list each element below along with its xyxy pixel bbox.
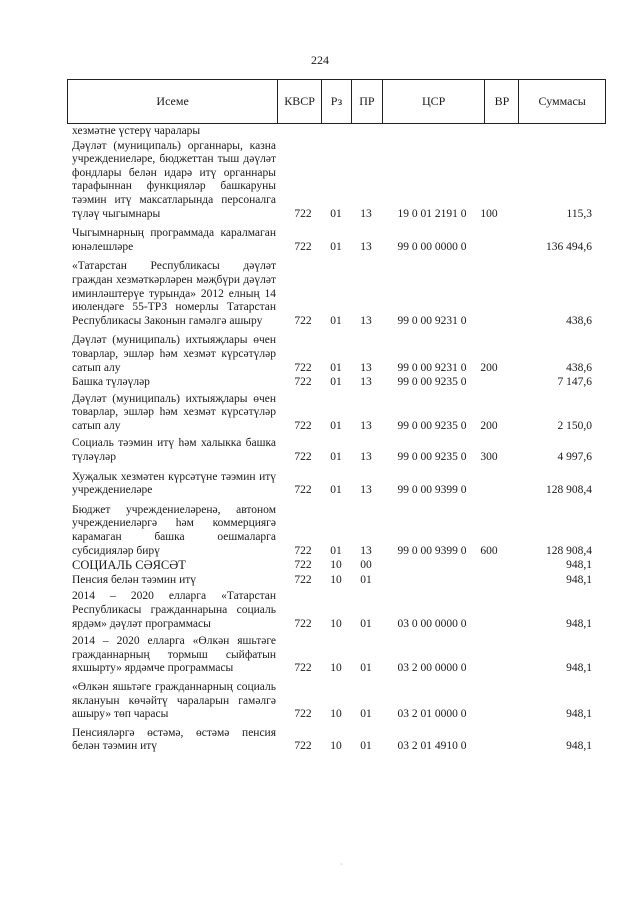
row-csr: 99 0 00 9399 0: [397, 484, 467, 497]
row-name: «Татарстан Республикасы дәүләт граждан хезмәткәрләрен мәҗбүри дәүләт иминләштерүе турында» 2012 елның 14 июлендәге 55-ТРЗ номерлы Татарстан Республикасы Законын гамәлгә ашыру: [72, 260, 276, 327]
row-sum: 948,1: [566, 617, 592, 630]
table-row: [72, 471, 592, 498]
row-pr: 01: [360, 617, 372, 630]
row-name: хезмәтне үстерү чаралары: [72, 125, 201, 137]
row-csr: 03 2 01 4910 0: [397, 740, 467, 753]
row-sum: 128 908,4: [546, 544, 592, 557]
row-rz: 10: [330, 559, 342, 572]
row-csr: 99 0 00 9231 0: [397, 361, 467, 374]
row-sum: 7 147,6: [557, 376, 592, 389]
row-vr: 300: [480, 451, 498, 464]
row-csr: 03 0 00 0000 0: [397, 617, 467, 630]
table-row: [72, 376, 592, 390]
row-sum: 4 997,6: [557, 451, 592, 464]
row-kvsr: 722: [294, 573, 312, 586]
row-pr: 01: [360, 662, 372, 675]
row-pr: 13: [360, 419, 372, 432]
row-sum: 948,1: [566, 708, 592, 721]
row-pr: 01: [360, 740, 372, 753]
row-name: 2014 – 2020 елларга «Татарстан Республикасы гражданнарына социаль ярдәм» дәүләт программасы: [72, 590, 276, 630]
row-name: СОЦИАЛЬ СӘЯСӘТ: [72, 558, 186, 573]
row-rz: 10: [330, 573, 342, 586]
row-rz: 01: [330, 240, 342, 253]
row-sum: 948,1: [566, 559, 592, 572]
row-pr: 13: [360, 314, 372, 327]
row-name: Дәүләт (муниципаль) ихтыяҗлары өчен товарлар, эшләр һәм хезмәт күрсәтүләр сатып алу: [72, 334, 276, 374]
row-rz: 10: [330, 662, 342, 675]
row-sum: 2 150,0: [557, 419, 592, 432]
table-row: [72, 559, 592, 573]
row-name: «Өлкән яшьтәге гражданнарның социаль яклануын көчәйтү чараларын гамәлгә ашыру» төп чарасы: [72, 680, 276, 721]
row-name: 2014 – 2020 елларга «Өлкән яшьтәге гражданнарның тормыш сыйфатын яхшырту» ярдәмче программасы: [72, 635, 276, 675]
row-vr: 200: [480, 419, 498, 432]
table-row: [72, 227, 592, 254]
row-kvsr: 722: [294, 376, 312, 389]
row-pr: 13: [360, 451, 372, 464]
page-number: 224: [311, 53, 329, 67]
row-sum: 128 908,4: [546, 484, 592, 497]
row-pr: 01: [360, 573, 372, 586]
row-kvsr: 722: [294, 419, 312, 432]
row-csr: 19 0 01 2191 0: [397, 207, 467, 220]
row-rz: 01: [330, 544, 342, 557]
row-kvsr: 722: [294, 484, 312, 497]
row-name: Пенсияләргә өстәмә, өстәмә пенсия белән тәэмин итү: [72, 726, 276, 753]
row-name: Пенсия белән тәэмин итү: [72, 573, 197, 586]
row-csr: 99 0 00 9231 0: [397, 314, 467, 327]
header-sum: Суммасы: [538, 94, 586, 108]
row-pr: 13: [360, 361, 372, 374]
row-pr: 00: [360, 559, 372, 572]
row-kvsr: 722: [294, 207, 312, 220]
row-name: Башка түләүләр: [72, 376, 150, 389]
row-csr: 99 0 00 9235 0: [397, 419, 467, 432]
row-rz: 01: [330, 484, 342, 497]
row-pr: 13: [360, 207, 372, 220]
table-row: [72, 125, 592, 139]
table-row: [72, 140, 592, 222]
row-pr: 13: [360, 544, 372, 557]
row-rz: 10: [330, 740, 342, 753]
row-rz: 01: [330, 207, 342, 220]
table-row: [72, 590, 592, 631]
table-body: [72, 125, 592, 754]
row-pr: 13: [360, 376, 372, 389]
row-vr: 100: [480, 207, 498, 220]
row-sum: 115,3: [566, 207, 592, 220]
row-name: Социаль тәэмин итү һәм халыкка башка түләүләр: [72, 437, 276, 464]
table-row: [72, 437, 592, 464]
row-name: Чыгымнарның программада каралмаган юнәлешләре: [72, 227, 276, 253]
row-rz: 01: [330, 361, 342, 374]
row-kvsr: 722: [294, 559, 312, 572]
row-kvsr: 722: [294, 617, 312, 630]
row-sum: 136 494,6: [546, 240, 592, 253]
row-kvsr: 722: [294, 240, 312, 253]
table-row: [72, 260, 592, 328]
row-kvsr: 722: [294, 314, 312, 327]
table-row: [72, 393, 592, 434]
table-row: [72, 635, 592, 676]
row-kvsr: 722: [294, 361, 312, 374]
table-row: [72, 334, 592, 375]
row-csr: 03 2 01 0000 0: [397, 708, 467, 721]
row-csr: 99 0 00 9235 0: [397, 376, 467, 389]
table-row: [72, 727, 592, 754]
row-vr: 200: [480, 361, 498, 374]
row-csr: 03 2 00 0000 0: [397, 662, 467, 675]
row-kvsr: 722: [294, 662, 312, 675]
row-pr: 01: [360, 708, 372, 721]
header-vr: ВР: [485, 80, 519, 123]
row-name: Бюджет учреждениеләренә, автоном учреждениеләргә һәм коммерциягә карамаган башка оешмаларга субсидияләр бирү: [72, 503, 276, 557]
row-rz: 10: [330, 708, 342, 721]
row-rz: 01: [330, 314, 342, 327]
header-pr: ПР: [352, 80, 383, 123]
row-rz: 01: [330, 451, 342, 464]
row-vr: 600: [480, 544, 498, 557]
table-row: [72, 504, 592, 558]
row-csr: 99 0 00 9235 0: [397, 451, 467, 464]
table-header: [67, 79, 606, 124]
row-name: Хуҗалык хезмәтен күрсәтүне тәэмин итү учреждениеләре: [72, 470, 276, 497]
scan-speck: ·: [340, 860, 343, 869]
row-pr: 13: [360, 240, 372, 253]
header-kvsr: КВСР: [278, 80, 322, 123]
row-sum: 438,6: [566, 361, 592, 374]
row-kvsr: 722: [294, 708, 312, 721]
header-name: Исеме: [68, 80, 278, 123]
row-csr: 99 0 00 0000 0: [397, 240, 467, 253]
row-csr: 99 0 00 9399 0: [397, 544, 467, 557]
table-row: [72, 681, 592, 722]
row-kvsr: 722: [294, 544, 312, 557]
row-name: Дәүләт (муниципаль) органнары, казна учреждениеләре, бюджеттан тыш дәүләт фондлары белән идарә итү органнары тарафыннан функцияләр башкаруны тәэмин итү максатларында персоналга түләү чыгымнары: [72, 139, 276, 220]
row-name: Дәүләт (муниципаль) ихтыяҗлары өчен товарлар, эшләр һәм хезмәт күрсәтүләр сатып алу: [72, 392, 276, 432]
row-pr: 13: [360, 484, 372, 497]
row-sum: 948,1: [566, 740, 592, 753]
header-csr: ЦСР: [383, 80, 486, 123]
row-sum: 948,1: [566, 662, 592, 675]
table-row: [72, 574, 592, 588]
row-sum: 438,6: [566, 314, 592, 327]
row-sum: 948,1: [566, 573, 592, 586]
row-rz: 01: [330, 419, 342, 432]
row-rz: 01: [330, 376, 342, 389]
row-kvsr: 722: [294, 740, 312, 753]
row-rz: 10: [330, 617, 342, 630]
header-rz: Рз: [322, 80, 352, 123]
row-kvsr: 722: [294, 451, 312, 464]
